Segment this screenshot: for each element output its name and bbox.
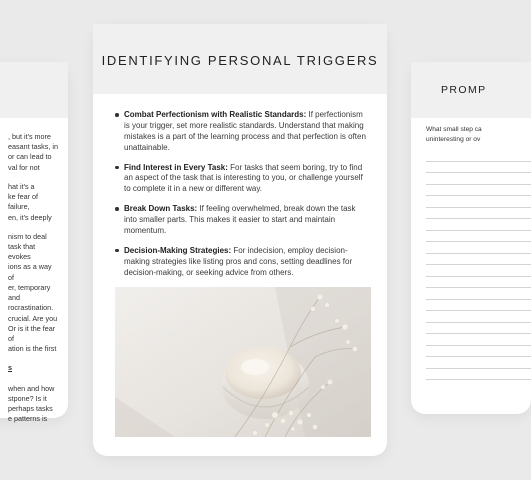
tip-item <box>115 204 367 237</box>
writing-line <box>426 346 531 358</box>
tip-item <box>115 163 367 196</box>
writing-line <box>426 173 531 185</box>
right-page-body <box>411 118 531 380</box>
tip-heading: Find Interest in Every Task: <box>124 162 228 172</box>
tips-list <box>115 110 367 278</box>
writing-line <box>426 150 531 162</box>
main-page-body <box>93 94 387 437</box>
tip-heading: Combat Perfectionism with Realistic Standards: <box>124 110 307 119</box>
right-page-title: PROMP <box>441 84 487 96</box>
tip-item <box>115 246 367 279</box>
tip-item <box>115 110 367 154</box>
left-page-header <box>0 62 68 118</box>
writing-line <box>426 265 531 277</box>
left-paragraph: nism to deal task that evokes ions as a way of er, temporary and rocrastination. crucial. Are you Or is it the fear of ation is the first <box>8 231 58 354</box>
writing-line <box>426 254 531 266</box>
writing-line <box>426 231 531 243</box>
writing-line <box>426 277 531 289</box>
tip-heading: Break Down Tasks: <box>124 204 198 214</box>
decorative-photo <box>115 287 371 437</box>
writing-lines <box>426 150 531 380</box>
left-paragraph: , but it's more easant tasks, in or can lead to val for not <box>8 132 58 172</box>
writing-line <box>426 357 531 369</box>
left-page-card <box>0 62 68 424</box>
right-page-header <box>411 62 531 118</box>
page-title: IDENTIFYING PERSONAL TRIGGERS <box>101 52 379 68</box>
bullet-icon <box>115 249 119 253</box>
left-paragraph: when and how stpone? Is it perhaps tasks e patterns is <box>8 383 55 424</box>
right-page-card <box>411 62 531 414</box>
writing-line <box>426 242 531 254</box>
left-page-body <box>0 118 68 424</box>
writing-line <box>426 288 531 300</box>
main-page-card <box>93 24 387 456</box>
bullet-icon <box>115 113 119 117</box>
bullet-icon <box>115 207 119 211</box>
prompt-question: What small step ca uninteresting or ov <box>426 126 482 143</box>
tip-heading: Decision-Making Strategies: <box>124 245 232 255</box>
bullet-icon <box>115 166 119 170</box>
writing-line <box>426 185 531 197</box>
writing-line <box>426 334 531 346</box>
writing-line <box>426 369 531 381</box>
tip-text: If perfectionism is your trigger, set more realistic standards. Understand that making mistakes is a part of the learning process and that perfection is often unattainable. <box>124 110 366 152</box>
tip-text: For tasks that seem boring, try to find an aspect of the task that is interesting to you, or challenge yourself to complete it in a new or different way. <box>124 162 363 194</box>
tip-text: If feeling overwhelmed, break down the task into smaller parts. This makes it easier to start and maintain momentum. <box>124 204 356 235</box>
writing-line <box>426 300 531 312</box>
tip-text: For indecision, employ decision-making strategies like listing pros and cons, setting deadlines for decision-making, or seeking advice from others. <box>124 245 353 277</box>
writing-line <box>426 323 531 335</box>
writing-line <box>426 208 531 220</box>
writing-line <box>426 311 531 323</box>
left-subheading: s <box>8 363 12 373</box>
writing-line <box>426 162 531 174</box>
writing-line <box>426 219 531 231</box>
writing-line <box>426 196 531 208</box>
main-page-header <box>93 24 387 94</box>
left-paragraph: hat it's a ke fear of failure, en, it's deeply <box>8 181 52 222</box>
